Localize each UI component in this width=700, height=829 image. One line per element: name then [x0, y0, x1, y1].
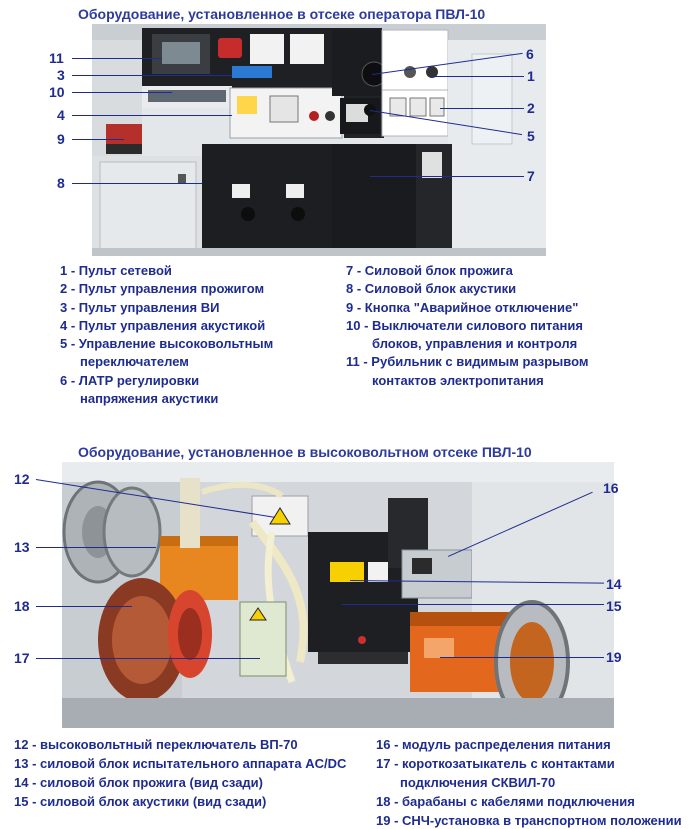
- legend-item: 16 - модуль распределения питания: [376, 737, 611, 752]
- legend-item: 13 - силовой блок испытательного аппарата AC/DC: [14, 756, 347, 771]
- legend-operator-right: [346, 262, 589, 390]
- legend-item: 7 - Силовой блок прожига: [346, 263, 513, 278]
- callout-1: 1: [527, 68, 535, 84]
- legend-item: 4 - Пульт управления акустикой: [60, 317, 266, 333]
- callout-12: 12: [14, 471, 30, 487]
- callout-8: 8: [57, 175, 65, 191]
- callout-16: 16: [603, 480, 619, 496]
- leader-line: [430, 76, 524, 77]
- leader-line: [36, 606, 132, 607]
- callout-7: 7: [527, 168, 535, 184]
- callout-6: 6: [526, 46, 534, 62]
- legend-item: 5 - Управление высоковольтным: [60, 336, 274, 352]
- legend-item: 15 - силовой блок акустики (вид сзади): [14, 794, 267, 809]
- legend-item: 12 - высоковольтный переключатель ВП-70: [14, 737, 298, 752]
- callout-10: 10: [49, 84, 65, 100]
- leader-line: [72, 92, 172, 93]
- operator-compartment-title: Оборудование, установленное в отсеке оператора ПВЛ-10: [78, 6, 486, 22]
- leader-line: [72, 58, 162, 59]
- legend-hv-left: [14, 735, 346, 811]
- legend-item: 3 - Пульт управления ВИ: [60, 299, 220, 315]
- callout-19: 19: [606, 649, 622, 665]
- callout-5: 5: [527, 128, 535, 144]
- leader-line: [72, 75, 232, 76]
- legend-item-continuation: контактов электропитания: [372, 372, 544, 388]
- callout-4: 4: [57, 107, 65, 123]
- leader-line: [72, 115, 232, 116]
- leader-line: [440, 657, 604, 658]
- leader-line: [72, 183, 202, 184]
- legend-item: 19 - СНЧ-установка в транспортном положении: [376, 813, 682, 828]
- legend-item-continuation: подключения СКВИЛ-70: [400, 775, 556, 790]
- legend-item-continuation: переключателем: [80, 354, 189, 370]
- hv-compartment-photo: [62, 462, 614, 728]
- leader-line: [72, 139, 124, 140]
- callout-18: 18: [14, 598, 30, 614]
- legend-operator-left: [60, 262, 273, 408]
- legend-item-continuation: блоков, управления и контроля: [372, 336, 578, 352]
- leader-line: [36, 658, 260, 659]
- leader-line: [342, 604, 604, 605]
- callout-2: 2: [527, 100, 535, 116]
- legend-item: 1 - Пульт сетевой: [60, 263, 172, 278]
- callout-14: 14: [606, 576, 622, 592]
- legend-item: 8 - Силовой блок акустики: [346, 281, 517, 297]
- callout-17: 17: [14, 650, 30, 666]
- legend-item: 11 - Рубильник с видимым разрывом: [346, 354, 589, 370]
- callout-11: 11: [49, 50, 64, 66]
- hv-compartment-title: Оборудование, установленное в высоковольтном отсеке ПВЛ-10: [78, 444, 532, 460]
- leader-line: [370, 176, 524, 177]
- legend-item: 6 - ЛАТР регулировки: [60, 372, 200, 388]
- legend-item: 9 - Кнопка "Аварийное отключение": [346, 299, 579, 315]
- callout-15: 15: [606, 598, 622, 614]
- legend-item-continuation: напряжения акустики: [80, 391, 219, 407]
- legend-item: 14 - силовой блок прожига (вид сзади): [14, 775, 264, 790]
- leader-line: [36, 547, 156, 548]
- legend-item: 18 - барабаны с кабелями подключения: [376, 794, 635, 809]
- legend-item: 2 - Пульт управления прожигом: [60, 281, 265, 297]
- callout-3: 3: [57, 67, 65, 83]
- legend-hv-right: [376, 735, 682, 829]
- leader-line: [440, 108, 524, 109]
- legend-item: 17 - короткозатыкатель с контактами: [376, 756, 615, 771]
- callout-9: 9: [57, 131, 65, 147]
- legend-item: 10 - Выключатели силового питания: [346, 317, 583, 333]
- callout-13: 13: [14, 539, 30, 555]
